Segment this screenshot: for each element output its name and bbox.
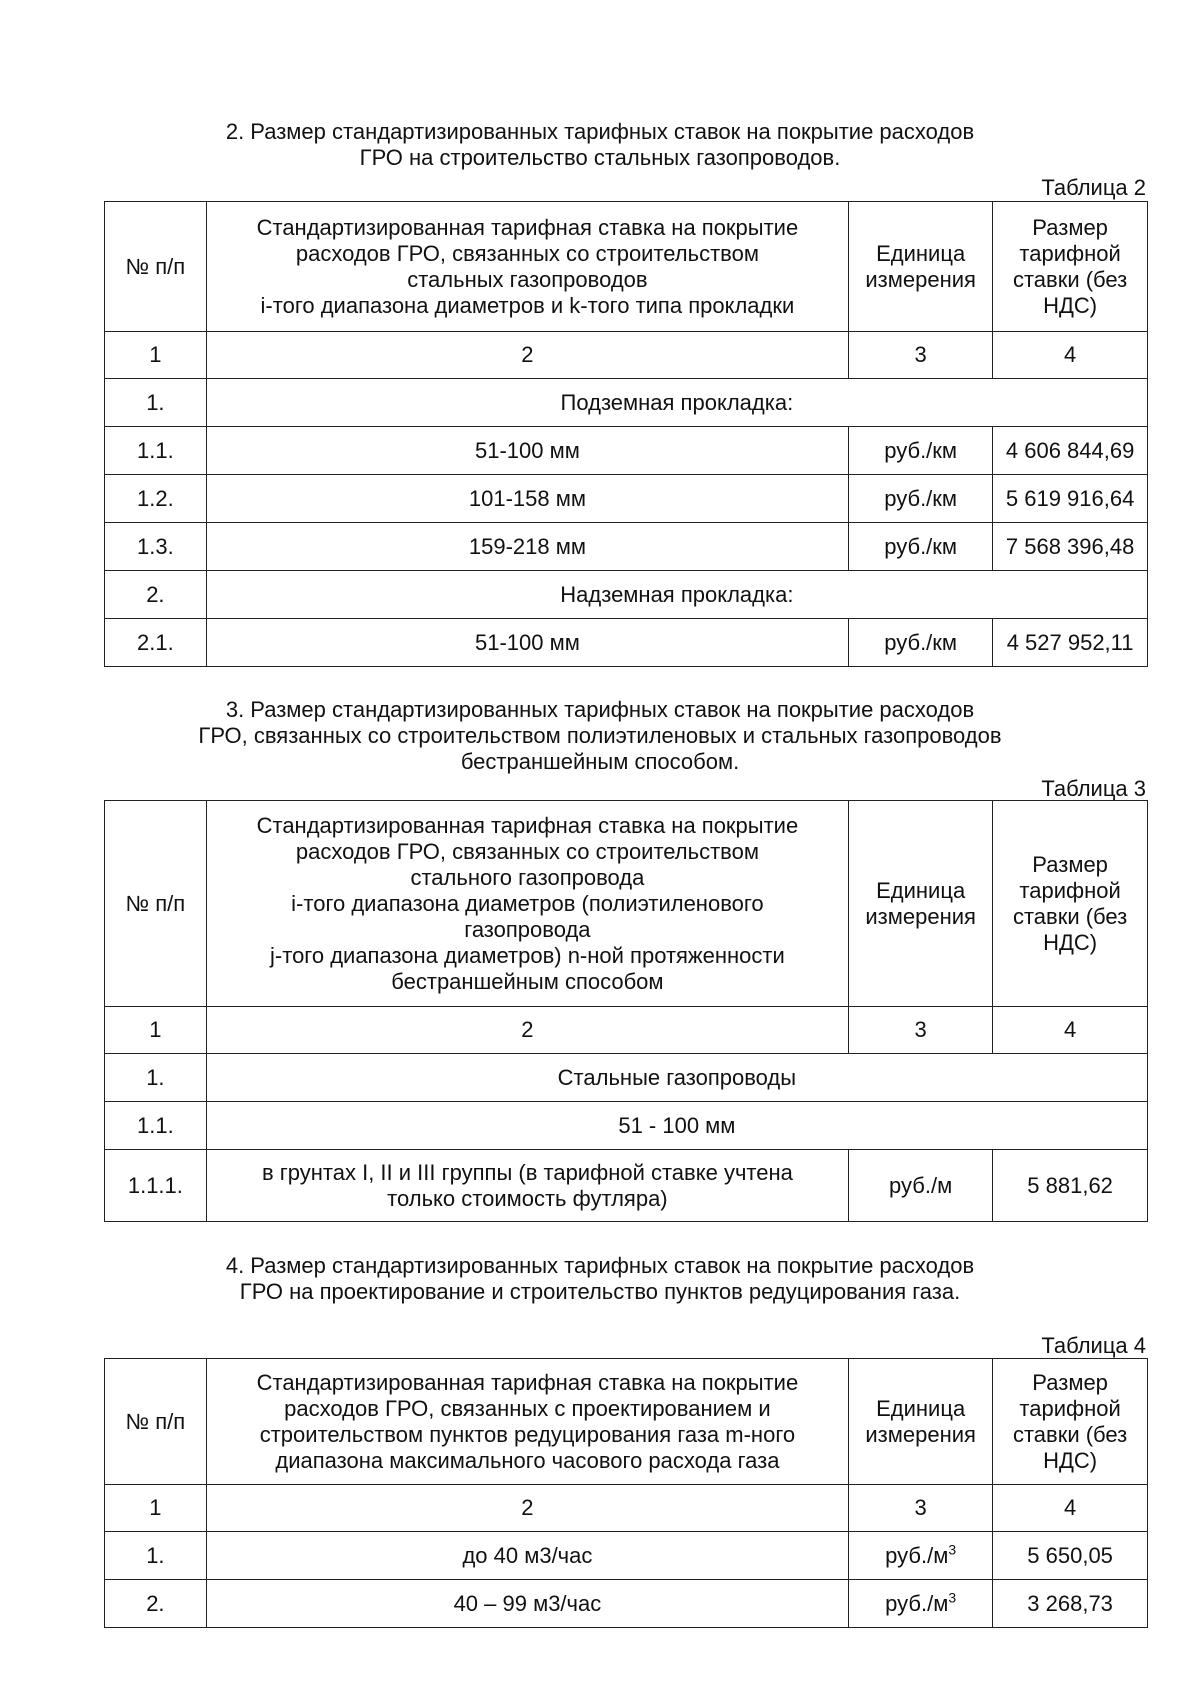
table-group-row: 1. Стальные газопроводы	[105, 1054, 1148, 1102]
table-row: 2. 40 – 99 м3/час $руб./м^3$ 3 268,73	[105, 1580, 1148, 1628]
table-4-label: Таблица 4	[1041, 1333, 1146, 1358]
section-4	[0, 1253, 1200, 1358]
table-row: 1.1. 51-100 мм руб./км 4 606 844,69	[105, 427, 1148, 475]
table-row: 1.1.1. в грунтах I, II и III группы (в тарифной ставке учтена только стоимость футляра) руб./м 5 881,62	[105, 1150, 1148, 1222]
section-3-heading	[100, 697, 1100, 775]
header-description: Стандартизированная тарифная ставка на покрытие расходов ГРО, связанных с проектированием и строительством пунктов редуцирования газа m-ного диапазона максимального часового расхода газа	[206, 1359, 848, 1485]
table-group-row: 2. Надземная прокладка:	[105, 571, 1148, 619]
group-title: 51 - 100 мм	[206, 1102, 1147, 1150]
table-3	[104, 800, 1148, 1222]
group-title: Подземная прокладка:	[206, 379, 1147, 427]
table-row: 1.3. 159-218 мм руб./км 7 568 396,48	[105, 523, 1148, 571]
heading-line: 3. Размер стандартизированных тарифных ставок на покрытие расходов	[225, 697, 975, 722]
header-unit: Единица измерения	[849, 202, 993, 332]
group-title: Стальные газопроводы	[206, 1054, 1147, 1102]
heading-line: 2. Размер стандартизированных тарифных ставок на покрытие расходов	[225, 119, 975, 144]
heading-line: 4. Размер стандартизированных тарифных ставок на покрытие расходов	[225, 1253, 975, 1278]
table-header-row	[105, 202, 1148, 332]
table-3-label: Таблица 3	[1041, 776, 1146, 801]
header-rate: Размер тарифной ставки (без НДС)	[993, 801, 1148, 1007]
table-header-row	[105, 801, 1148, 1007]
section-3	[0, 697, 1200, 801]
group-title: Надземная прокладка:	[206, 571, 1147, 619]
heading-line: ГРО на проектирование и строительство пунктов редуцирования газа.	[239, 1279, 961, 1304]
header-unit: Единица измерения	[849, 1359, 993, 1485]
table-header-row	[105, 1359, 1148, 1485]
table-group-row: 1. Подземная прокладка:	[105, 379, 1148, 427]
section-4-heading	[100, 1253, 1100, 1305]
header-unit: Единица измерения	[849, 801, 993, 1007]
header-num: № п/п	[105, 801, 207, 1007]
section-2	[0, 119, 1200, 200]
table-2-label: Таблица 2	[1041, 175, 1146, 200]
table-row: 1.2. 101-158 мм руб./км 5 619 916,64	[105, 475, 1148, 523]
heading-line: бестраншейным способом.	[460, 749, 740, 774]
table-group-row: 1.1. 51 - 100 мм	[105, 1102, 1148, 1150]
table-row: 1. до 40 м3/час $руб./м^3$ 5 650,05	[105, 1532, 1148, 1580]
table-row: 2.1. 51-100 мм руб./км 4 527 952,11	[105, 619, 1148, 667]
header-rate: Размер тарифной ставки (без НДС)	[993, 1359, 1148, 1485]
section-2-heading	[100, 119, 1100, 171]
header-num: № п/п	[105, 1359, 207, 1485]
heading-line: ГРО на строительство стальных газопроводов.	[359, 145, 841, 170]
header-rate: Размер тарифной ставки (без НДС)	[993, 202, 1148, 332]
column-number-row: 1 2 3 4	[105, 1485, 1148, 1532]
header-description: Стандартизированная тарифная ставка на покрытие расходов ГРО, связанных со строительством стального газопровода i-того диапазона диаметров (полиэтиленового газопровода j-того диапазона диаметров) n-ной протяженности бестраншейным способом	[206, 801, 848, 1007]
table-4	[104, 1358, 1148, 1628]
heading-line: ГРО, связанных со строительством полиэтиленовых и стальных газопроводов	[198, 723, 1002, 748]
column-number-row: 1 2 3 4	[105, 1007, 1148, 1054]
header-num: № п/п	[105, 202, 207, 332]
table-2	[104, 201, 1148, 667]
header-description: Стандартизированная тарифная ставка на покрытие расходов ГРО, связанных со строительством стальных газопроводов i-того диапазона диаметров и k-того типа прокладки	[206, 202, 848, 332]
column-number-row: 1 2 3 4	[105, 332, 1148, 379]
